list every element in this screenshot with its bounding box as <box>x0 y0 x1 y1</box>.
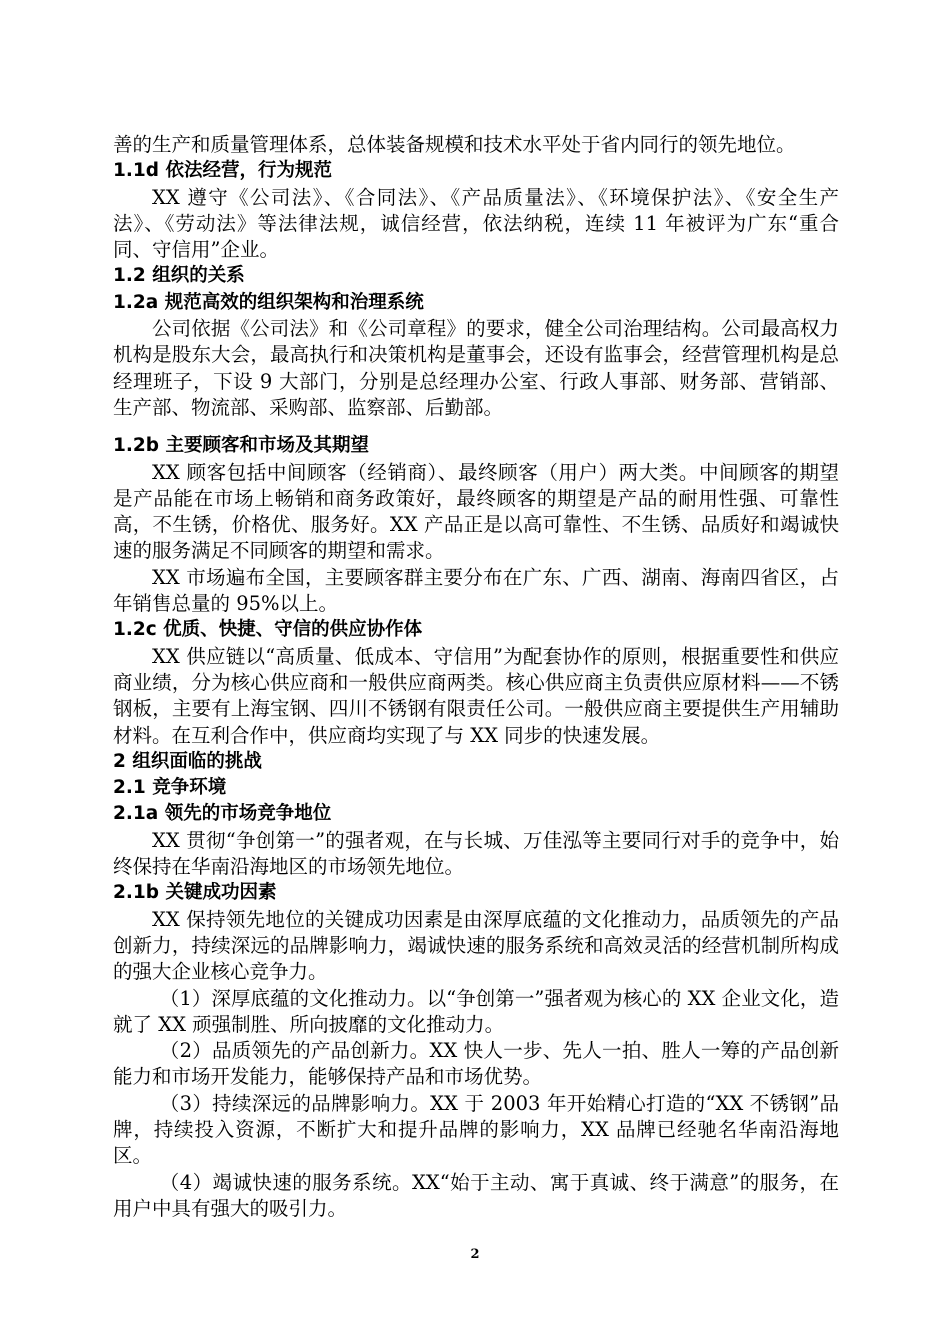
page-number: 2 <box>470 1247 480 1262</box>
section-heading: 1.2 组织的关系 <box>113 265 245 287</box>
paragraph: XX 顾客包括中间顾客（经销商）、最终顾客（用户）两大类。中间顾客的期望是产品能在市场上畅销和商务政策好，最终顾客的期望是产品的耐用性强、可靠性高，不生锈，价格优、服务好。XX 产品正是以高可靠性、不生锈、品质好和竭诚快速的服务满足不同顾客的期望和需求。 <box>113 460 839 563</box>
list-paragraph: （3）持续深远的品牌影响力。XX 于 2003 年开始精心打造的“XX 不锈钢”品牌，持续投入资源，不断扩大和提升品牌的影响力，XX 品牌已经驰名华南沿海地区。 <box>113 1091 839 1168</box>
section-heading: 1.2a 规范高效的组织架构和治理系统 <box>113 291 424 313</box>
paragraph: XX 供应链以“高质量、低成本、守信用”为配套协作的原则，根据重要性和供应商业绩，分为核心供应商和一般供应商两类。核心供应商主负责供应原材料——不锈钢板，主要有上海宝钢、四川不锈钢有限责任公司。一般供应商主要提供生产用辅助材料。在互利合作中，供应商均实现了与 XX 同步的快速发展。 <box>113 644 839 747</box>
paragraph: XX 保持领先地位的关键成功因素是由深厚底蕴的文化推动力，品质领先的产品创新力，持续深远的品牌影响力，竭诚快速的服务系统和高效灵活的经营机制所构成的强大企业核心竞争力。 <box>113 907 839 984</box>
list-paragraph: （4）竭诚快速的服务系统。XX“始于主动、寓于真诚、终于满意”的服务，在用户中具有强大的吸引力。 <box>113 1170 839 1220</box>
section-heading: 2.1b 关键成功因素 <box>113 882 277 904</box>
section-heading: 1.1d 依法经营，行为规范 <box>113 160 332 182</box>
paragraph: XX 贯彻“争创第一”的强者观，在与长城、万佳泓等主要同行对手的竞争中，始终保持在华南沿海地区的市场领先地位。 <box>113 828 839 879</box>
chapter-heading: 2 组织面临的挑战 <box>113 750 262 772</box>
list-paragraph: （1）深厚底蕴的文化推动力。以“争创第一”强者观为核心的 XX 企业文化，造就了 XX 顽强制胜、所向披靡的文化推动力。 <box>113 986 839 1036</box>
paragraph: 公司依据《公司法》和《公司章程》的要求，健全公司治理结构。公司最高权力机构是股东大会，最高执行和决策机构是董事会，还设有监事会，经营管理机构是总经理班子，下设 9 大部门，分别是总经理办公室、行政人事部、财务部、营销部、生产部、物流部、采购部、监察部、后勤部。 <box>113 317 839 419</box>
list-paragraph: （2）品质领先的产品创新力。XX 快人一步、先人一拍、胜人一筹的产品创新能力和市场开发能力，能够保持产品和市场优势。 <box>113 1039 839 1089</box>
document-body <box>113 132 839 1222</box>
paragraph: XX 遵守《公司法》、《合同法》、《产品质量法》、《环境保护法》、《安全生产法》、《劳动法》等法律法规，诚信经营，依法纳税，连续 11 年被评为广东“重合同、守信用”企业。 <box>113 185 839 262</box>
paragraph: XX 市场遍布全国，主要顾客群主要分布在广东、广西、湖南、海南四省区，占年销售总量的 95%以上。 <box>113 565 839 616</box>
section-heading: 2.1a 领先的市场竞争地位 <box>113 803 332 825</box>
section-heading: 1.2b 主要顾客和市场及其期望 <box>113 435 369 457</box>
section-heading: 1.2c 优质、快捷、守信的供应协作体 <box>113 619 423 641</box>
section-heading: 2.1 竞争环境 <box>113 777 227 799</box>
paragraph: 善的生产和质量管理体系，总体装备规模和技术水平处于省内同行的领先地位。 <box>113 133 796 156</box>
